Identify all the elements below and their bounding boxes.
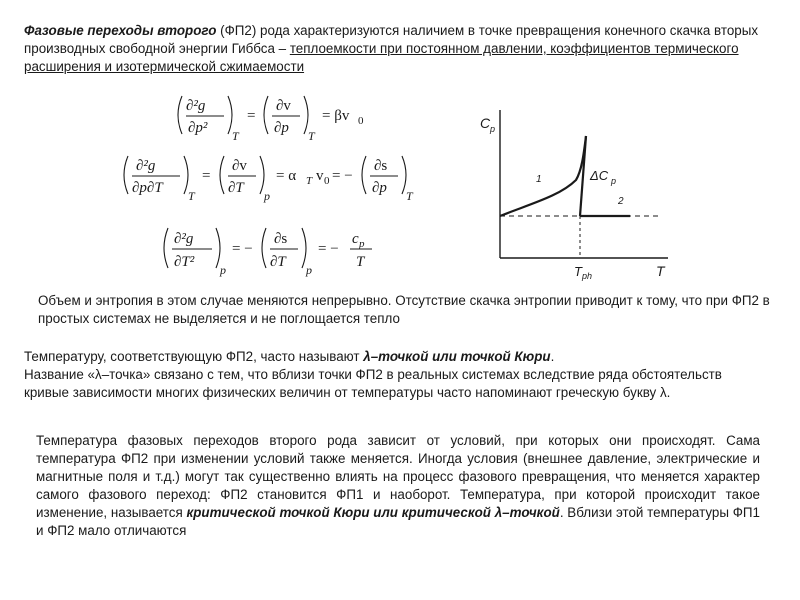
x-tick-tph-sub: ph bbox=[582, 271, 593, 281]
f3-cp: c bbox=[352, 231, 359, 247]
f3-sub-p2: p bbox=[306, 263, 312, 277]
f2-sub-T2: T bbox=[406, 189, 413, 203]
x-tick-tph: T bbox=[574, 264, 582, 279]
jump-label-sub: p bbox=[611, 176, 617, 186]
p2-after: . bbox=[550, 349, 555, 364]
f1-sub-T: T bbox=[232, 129, 239, 143]
x-label: T bbox=[656, 263, 665, 279]
p3-bold: критической точкой Кюри или критической λ–точкой bbox=[186, 505, 560, 520]
y-label: C bbox=[480, 115, 491, 131]
f1-rhs: = βv bbox=[322, 108, 350, 124]
f2-dT: ∂T bbox=[228, 180, 244, 196]
f3-dT: ∂T bbox=[270, 254, 286, 270]
p2-before: Температуру, соответствующую ФП2, часто называют bbox=[24, 349, 364, 364]
formula-2 bbox=[124, 156, 414, 203]
p2-line2: Название «λ–точка» связано с тем, что вблизи точки ФП2 в реальных системах вследствие ряда обстоятельств кривые зависимости многих физических величин от температуры часто напоминают греческую букву λ. bbox=[24, 367, 722, 400]
curve-phase-1 bbox=[500, 136, 586, 216]
f1-num: ∂²g bbox=[186, 98, 206, 114]
f3-T: T bbox=[356, 254, 365, 270]
f3-eq2: = − bbox=[318, 241, 339, 257]
f2-den: ∂p∂T bbox=[132, 180, 163, 196]
f2-rhs: = α bbox=[276, 168, 297, 184]
paragraph-continuity: Объем и энтропия в этом случае меняются непрерывно. Отсутствие скачка энтропии приводит к тому, что при ФП2 в простых системах не выделяется и не поглощается тепло bbox=[38, 293, 770, 326]
f2-dv: ∂v bbox=[232, 158, 247, 174]
region-1-label: 1 bbox=[536, 174, 542, 185]
f1-dv: ∂v bbox=[276, 98, 291, 114]
region-2-label: 2 bbox=[618, 196, 624, 207]
curve-jump bbox=[580, 136, 586, 216]
paragraph-lambda-point bbox=[24, 348, 769, 402]
svg-text:=: = bbox=[247, 108, 256, 124]
f2-rhs-eq: = − bbox=[332, 168, 353, 184]
intro-paragraph bbox=[24, 22, 776, 76]
f1-den: ∂p² bbox=[188, 120, 208, 136]
paragraph-critical-point bbox=[36, 432, 760, 540]
f2-rhs-subT: T bbox=[306, 175, 313, 187]
f2-num: ∂²g bbox=[136, 158, 156, 174]
f3-den: ∂T² bbox=[174, 254, 195, 270]
f2-rhs-v: v bbox=[316, 168, 324, 184]
f2-sub-T: T bbox=[188, 189, 195, 203]
p3-after: . Вблизи этой температуры ФП1 и ФП2 мало отличаются bbox=[36, 505, 760, 538]
f1-sub-T2: T bbox=[308, 129, 315, 143]
f3-cp-sub: p bbox=[359, 238, 365, 250]
f3-num: ∂²g bbox=[174, 231, 194, 247]
formula-1 bbox=[178, 96, 364, 143]
intro-underlined: теплоемкости при постоянном давлении, коэффициентов термического расширения и изотермической сжимаемости bbox=[24, 41, 739, 74]
p2-bold: λ–точкой или точкой Кюри bbox=[363, 349, 551, 364]
intro-text: (ФП2) рода характеризуются наличием в точке превращения конечного скачка вторых производных свободной энергии Гиббса – bbox=[24, 23, 759, 56]
heat-capacity-graph bbox=[470, 100, 680, 285]
f1-dp: ∂p bbox=[274, 120, 289, 136]
f1-rhs-sub: 0 bbox=[358, 115, 364, 127]
f2-dp: ∂p bbox=[372, 180, 387, 196]
jump-label: ΔC bbox=[590, 168, 609, 183]
f2-rhs-sub0: 0 bbox=[324, 175, 330, 187]
f2-sub-p: p bbox=[264, 189, 270, 203]
p3-before: Температура фазовых переходов второго рода зависит от условий, при которых они происходят. Сама температура ФП2 при изменении условий также меняется. Иногда условия (внешнее давление, электрические и магнитные поля и т.д.) могут так существенно влиять на процесс фазового превращения, что меняется характер самого фазового переход: ФП2 становится ФП1 и наоборот. Температура, при которой происходит такое изменение, называется bbox=[36, 433, 760, 520]
f2-ds: ∂s bbox=[374, 158, 388, 174]
f3-ds: ∂s bbox=[274, 231, 288, 247]
thermodynamic-formulas bbox=[100, 88, 440, 288]
f3-sub-p: p bbox=[220, 263, 226, 277]
formula-3 bbox=[164, 228, 372, 277]
svg-text:=: = bbox=[202, 168, 211, 184]
intro-term: Фазовые переходы второго bbox=[24, 23, 217, 38]
f3-eq: = − bbox=[232, 241, 253, 257]
y-label-sub: p bbox=[490, 124, 496, 134]
